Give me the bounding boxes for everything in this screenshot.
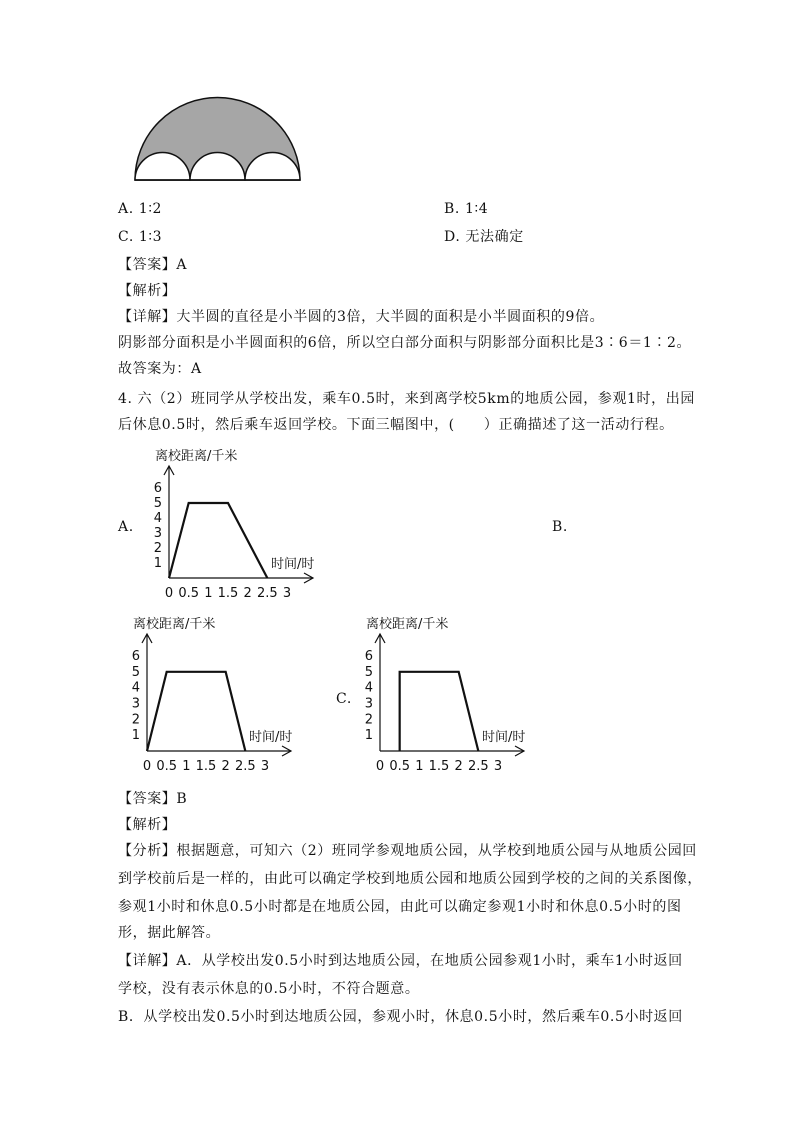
x-tick-label: 1 <box>415 759 424 774</box>
x-tick-label: 2 <box>243 586 252 601</box>
x-tick-label: 0.5 <box>178 586 200 601</box>
analysis-line-1: 【分析】根据题意，可知六（2）班同学参观地质公园，从学校到地质公园与从地质公园回 <box>118 843 697 859</box>
x-tick-label: 2 <box>221 759 230 774</box>
question-4-line2: 后休息0.5时，然后乘车返回学校。下面三幅图中，( ）正确描述了这一活动行程。 <box>118 417 674 433</box>
x-tick-label: 0 <box>142 759 152 774</box>
y-axis-label: 离校距离/千米 <box>133 617 216 632</box>
x-tick-label: 1.5 <box>217 586 239 601</box>
series-line <box>400 672 479 751</box>
y-tick-label: 6 <box>364 649 373 664</box>
x-axis-label: 时间/时 <box>249 730 293 745</box>
option-d-q3: D. 无法确定 <box>444 229 524 245</box>
x-tick-label: 2.5 <box>256 586 278 601</box>
answer-q3: 【答案】A <box>118 257 188 273</box>
analysis-line-4: 形，据此解答。 <box>118 925 221 941</box>
y-tick-label: 1 <box>153 556 162 571</box>
option-b-q3: B. 1∶4 <box>444 201 489 217</box>
chart-c <box>356 612 566 777</box>
x-tick-label: 2 <box>454 759 463 774</box>
y-tick-label: 4 <box>131 680 140 696</box>
x-tick-label: 0 <box>375 759 385 774</box>
y-tick-label: 6 <box>131 649 140 664</box>
x-axis-label: 时间/时 <box>482 730 526 745</box>
x-tick-label: 1.5 <box>428 759 450 774</box>
x-tick-label: 2.5 <box>467 759 489 774</box>
detail-q3-line2: 阴影部分面积是小半圆面积的6倍，所以空白部分面积与阴影部分面积比是3∶6＝1∶2。 <box>118 335 692 351</box>
analysis-title-q3: 【解析】 <box>118 283 177 299</box>
option-c-marker: C. <box>336 691 352 707</box>
y-tick-label: 4 <box>153 511 162 526</box>
analysis-title-q4: 【解析】 <box>118 817 177 833</box>
x-tick-label: 1.5 <box>195 759 217 774</box>
y-tick-label: 4 <box>364 680 373 696</box>
x-tick-label: 3 <box>260 759 270 774</box>
detail-q3: 【详解】大半圆的直径是小半圆的3倍，大半圆的面积是小半圆面积的9倍。 <box>118 309 605 325</box>
answer-q4: 【答案】B <box>118 791 188 807</box>
option-a-marker: A. <box>118 519 134 535</box>
y-tick-label: 2 <box>131 712 140 728</box>
detail-line-2: 学校，没有表示休息的0.5小时，不符合题意。 <box>118 981 420 997</box>
y-axis-label: 离校距离/千米 <box>155 449 238 464</box>
y-tick-label: 1 <box>364 728 373 744</box>
analysis-line-3: 参观1小时和休息0.5小时都是在地质公园，由此可以确定参观1小时和休息0.5小时的图 <box>118 899 682 915</box>
y-tick-label: 2 <box>364 712 373 728</box>
y-tick-label: 5 <box>153 496 162 511</box>
y-axis-label: 离校距离/千米 <box>366 617 449 632</box>
chart-a <box>140 440 355 605</box>
x-tick-label: 3 <box>493 759 503 774</box>
analysis-line-2: 到学校前后是一样的，由此可以确定学校到地质公园和地质公园到学校的之间的关系图像， <box>118 871 702 887</box>
detail-q3-line3: 故答案为：A <box>118 361 202 377</box>
detail-line-1: 【详解】A．从学校出发0.5小时到达地质公园，在地质公园参观1小时，乘车1小时返回 <box>118 953 683 969</box>
x-axis-label: 时间/时 <box>271 557 315 572</box>
y-tick-label: 3 <box>364 696 373 712</box>
y-tick-label: 1 <box>131 728 140 744</box>
series-line <box>147 672 245 751</box>
detail-line-3: B．从学校出发0.5小时到达地质公园，参观小时，休息0.5小时，然后乘车0.5小时返回 <box>118 1009 683 1025</box>
question-4-line1: 4. 六（2）班同学从学校出发，乘车0.5时，来到离学校5km的地质公园，参观1时，出园 <box>118 391 695 407</box>
y-tick-label: 3 <box>153 526 162 541</box>
x-tick-label: 0 <box>164 586 174 601</box>
x-tick-label: 0.5 <box>389 759 411 774</box>
y-tick-label: 3 <box>131 696 140 712</box>
option-b-marker: B. <box>552 519 568 535</box>
x-tick-label: 1 <box>204 586 213 601</box>
x-tick-label: 1 <box>182 759 191 774</box>
y-tick-label: 5 <box>364 664 373 680</box>
y-tick-label: 2 <box>153 541 162 556</box>
option-a-q3: A. 1∶2 <box>118 201 163 217</box>
option-c-q3: C. 1∶3 <box>118 229 163 245</box>
x-tick-label: 2.5 <box>234 759 256 774</box>
y-tick-label: 6 <box>153 481 162 496</box>
x-tick-label: 0.5 <box>156 759 178 774</box>
series-line <box>169 503 267 578</box>
semicircle-figure <box>130 75 305 185</box>
x-tick-label: 3 <box>282 586 292 601</box>
y-tick-label: 5 <box>131 664 140 680</box>
chart-b <box>118 612 343 777</box>
